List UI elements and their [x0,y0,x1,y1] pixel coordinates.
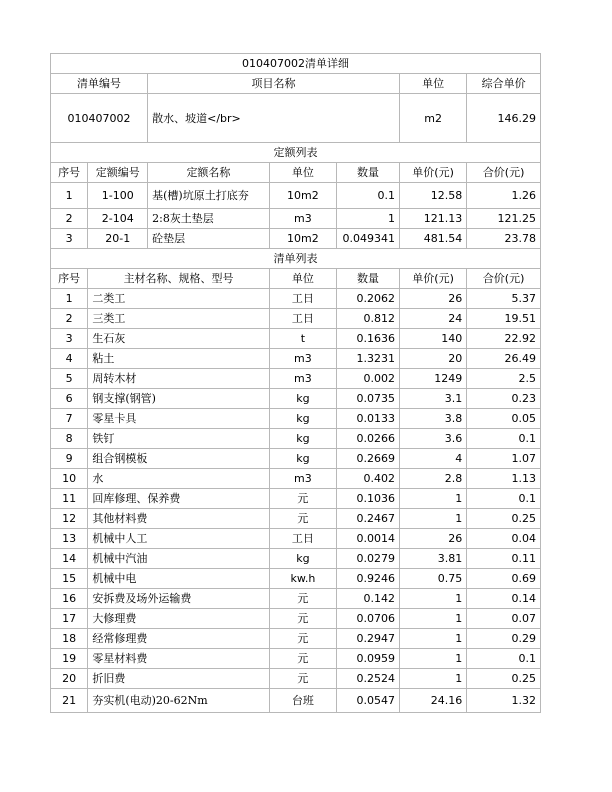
material-total: 1.13 [467,469,541,489]
material-name: 机械中汽油 [88,549,269,569]
quota-header-row [51,163,541,183]
material-unit: m3 [269,469,336,489]
material-qty: 0.0014 [337,529,400,549]
material-seq: 2 [51,309,88,329]
material-row [51,329,541,349]
material-name: 二类工 [88,289,269,309]
quota-seq: 1 [51,183,88,209]
material-name: 回库修理、保养费 [88,489,269,509]
material-seq: 20 [51,669,88,689]
material-unit: 元 [269,609,336,629]
material-price: 1 [399,489,466,509]
material-total: 22.92 [467,329,541,349]
quota-section-row [51,143,541,163]
material-price: 1 [399,669,466,689]
material-row [51,429,541,449]
material-row [51,289,541,309]
material-row [51,469,541,489]
material-qty: 0.0959 [337,649,400,669]
quota-name: 砼垫层 [148,229,270,249]
material-seq: 7 [51,409,88,429]
material-name: 零星卡具 [88,409,269,429]
material-unit: kw.h [269,569,336,589]
price-header: 综合单价 [467,74,541,94]
quota-row [51,229,541,249]
quota-row [51,183,541,209]
material-seq: 15 [51,569,88,589]
material-name: 三类工 [88,309,269,329]
material-seq: 18 [51,629,88,649]
material-row [51,669,541,689]
quota-total: 1.26 [467,183,541,209]
material-unit: t [269,329,336,349]
quota-header-unit: 单位 [269,163,336,183]
material-row [51,489,541,509]
material-total: 0.1 [467,429,541,449]
material-qty: 0.2947 [337,629,400,649]
quota-name: 2:8灰土垫层 [148,209,270,229]
material-seq: 14 [51,549,88,569]
quota-price: 12.58 [399,183,466,209]
material-unit: 工日 [269,529,336,549]
quota-name: 基(槽)坑原土打底夯 [148,183,270,209]
material-qty: 0.142 [337,589,400,609]
material-qty: 0.1036 [337,489,400,509]
material-seq: 17 [51,609,88,629]
material-header-price: 单价(元) [399,269,466,289]
material-qty: 0.0735 [337,389,400,409]
material-name: 周转木材 [88,369,269,389]
material-name: 机械中人工 [88,529,269,549]
material-price: 20 [399,349,466,369]
material-price: 3.8 [399,409,466,429]
material-total: 0.14 [467,589,541,609]
material-row [51,569,541,589]
quota-header-total: 合价(元) [467,163,541,183]
quota-qty: 0.1 [337,183,400,209]
quota-code: 20-1 [88,229,148,249]
material-unit: 元 [269,669,336,689]
material-total: 0.1 [467,489,541,509]
material-qty: 0.2524 [337,669,400,689]
material-row [51,389,541,409]
material-row [51,589,541,609]
material-qty: 0.2062 [337,289,400,309]
material-seq: 13 [51,529,88,549]
quota-header-seq: 序号 [51,163,88,183]
name-header: 项目名称 [148,74,400,94]
material-seq: 10 [51,469,88,489]
material-name: 粘土 [88,349,269,369]
material-seq: 21 [51,689,88,713]
quota-row [51,209,541,229]
material-header-row [51,269,541,289]
material-total: 0.05 [467,409,541,429]
material-qty: 0.9246 [337,569,400,589]
material-qty: 0.0279 [337,549,400,569]
material-name: 机械中电 [88,569,269,589]
material-price: 24.16 [399,689,466,713]
table-title: 010407002清单详细 [51,54,541,74]
material-price: 1 [399,609,466,629]
material-unit: m3 [269,369,336,389]
material-total: 0.11 [467,549,541,569]
material-name: 生石灰 [88,329,269,349]
material-row [51,529,541,549]
material-price: 1 [399,649,466,669]
material-total: 1.07 [467,449,541,469]
material-name: 夯实机(电动)20-62Nm [88,689,269,713]
material-qty: 0.0706 [337,609,400,629]
material-row [51,609,541,629]
title-row [51,54,541,74]
material-qty: 0.2467 [337,509,400,529]
material-total: 0.1 [467,649,541,669]
material-row [51,369,541,389]
material-price: 1 [399,629,466,649]
material-unit: 元 [269,489,336,509]
material-name: 水 [88,469,269,489]
material-unit: kg [269,429,336,449]
material-row [51,449,541,469]
material-seq: 3 [51,329,88,349]
material-qty: 0.1636 [337,329,400,349]
material-row [51,409,541,429]
material-qty: 0.402 [337,469,400,489]
material-price: 24 [399,309,466,329]
unit-header: 单位 [399,74,466,94]
material-unit: 元 [269,649,336,669]
material-price: 1249 [399,369,466,389]
quota-code: 1-100 [88,183,148,209]
material-price: 1 [399,509,466,529]
material-price: 1 [399,589,466,609]
material-seq: 9 [51,449,88,469]
material-name: 安拆费及场外运输费 [88,589,269,609]
quota-price: 121.13 [399,209,466,229]
material-price: 3.1 [399,389,466,409]
material-price: 2.8 [399,469,466,489]
material-price: 3.81 [399,549,466,569]
material-total: 0.29 [467,629,541,649]
quota-header-qty: 数量 [337,163,400,183]
material-seq: 19 [51,649,88,669]
material-row [51,649,541,669]
material-name: 其他材料费 [88,509,269,529]
bill-detail-table [50,53,541,713]
material-header-unit: 单位 [269,269,336,289]
material-total: 0.25 [467,509,541,529]
material-price: 4 [399,449,466,469]
material-section-title: 清单列表 [51,249,541,269]
material-row [51,689,541,713]
item-header-row [51,74,541,94]
material-unit: 元 [269,589,336,609]
material-unit: 工日 [269,289,336,309]
material-qty: 0.2669 [337,449,400,469]
item-name: 散水、坡道</br> [148,94,400,143]
quota-total: 23.78 [467,229,541,249]
item-unit: m2 [399,94,466,143]
material-name: 大修理费 [88,609,269,629]
material-unit: 台班 [269,689,336,713]
material-total: 2.5 [467,369,541,389]
material-total: 0.69 [467,569,541,589]
quota-unit: 10m2 [269,183,336,209]
material-price: 3.6 [399,429,466,449]
material-seq: 1 [51,289,88,309]
quota-price: 481.54 [399,229,466,249]
material-seq: 11 [51,489,88,509]
material-name: 组合钢模板 [88,449,269,469]
material-header-name: 主材名称、规格、型号 [88,269,269,289]
code-header: 清单编号 [51,74,148,94]
quota-seq: 3 [51,229,88,249]
item-row [51,94,541,143]
material-total: 26.49 [467,349,541,369]
quota-header-code: 定额编号 [88,163,148,183]
material-seq: 16 [51,589,88,609]
material-seq: 4 [51,349,88,369]
material-seq: 8 [51,429,88,449]
material-price: 0.75 [399,569,466,589]
material-price: 140 [399,329,466,349]
material-unit: kg [269,409,336,429]
material-total: 0.25 [467,669,541,689]
material-name: 铁钉 [88,429,269,449]
material-seq: 6 [51,389,88,409]
material-total: 19.51 [467,309,541,329]
material-qty: 0.0266 [337,429,400,449]
quota-unit: m3 [269,209,336,229]
item-code: 010407002 [51,94,148,143]
material-total: 5.37 [467,289,541,309]
material-unit: kg [269,389,336,409]
material-unit: kg [269,549,336,569]
material-header-seq: 序号 [51,269,88,289]
quota-header-name: 定额名称 [148,163,270,183]
material-qty: 0.002 [337,369,400,389]
material-name: 钢支撑(钢管) [88,389,269,409]
quota-section-title: 定额列表 [51,143,541,163]
material-row [51,629,541,649]
quota-unit: 10m2 [269,229,336,249]
material-total: 1.32 [467,689,541,713]
material-row [51,549,541,569]
item-price: 146.29 [467,94,541,143]
material-seq: 12 [51,509,88,529]
material-unit: m3 [269,349,336,369]
material-unit: kg [269,449,336,469]
material-row [51,509,541,529]
material-total: 0.07 [467,609,541,629]
quota-qty: 1 [337,209,400,229]
material-total: 0.04 [467,529,541,549]
material-name: 零星材料费 [88,649,269,669]
material-name: 经常修理费 [88,629,269,649]
quota-total: 121.25 [467,209,541,229]
material-qty: 0.0133 [337,409,400,429]
material-price: 26 [399,529,466,549]
material-name: 折旧费 [88,669,269,689]
material-qty: 0.0547 [337,689,400,713]
quota-code: 2-104 [88,209,148,229]
quota-seq: 2 [51,209,88,229]
material-unit: 元 [269,509,336,529]
material-unit: 工日 [269,309,336,329]
quota-qty: 0.049341 [337,229,400,249]
quota-header-price: 单价(元) [399,163,466,183]
material-section-row [51,249,541,269]
material-total: 0.23 [467,389,541,409]
material-unit: 元 [269,629,336,649]
material-qty: 0.812 [337,309,400,329]
material-row [51,349,541,369]
material-qty: 1.3231 [337,349,400,369]
material-row [51,309,541,329]
material-header-qty: 数量 [337,269,400,289]
material-price: 26 [399,289,466,309]
material-seq: 5 [51,369,88,389]
material-header-total: 合价(元) [467,269,541,289]
